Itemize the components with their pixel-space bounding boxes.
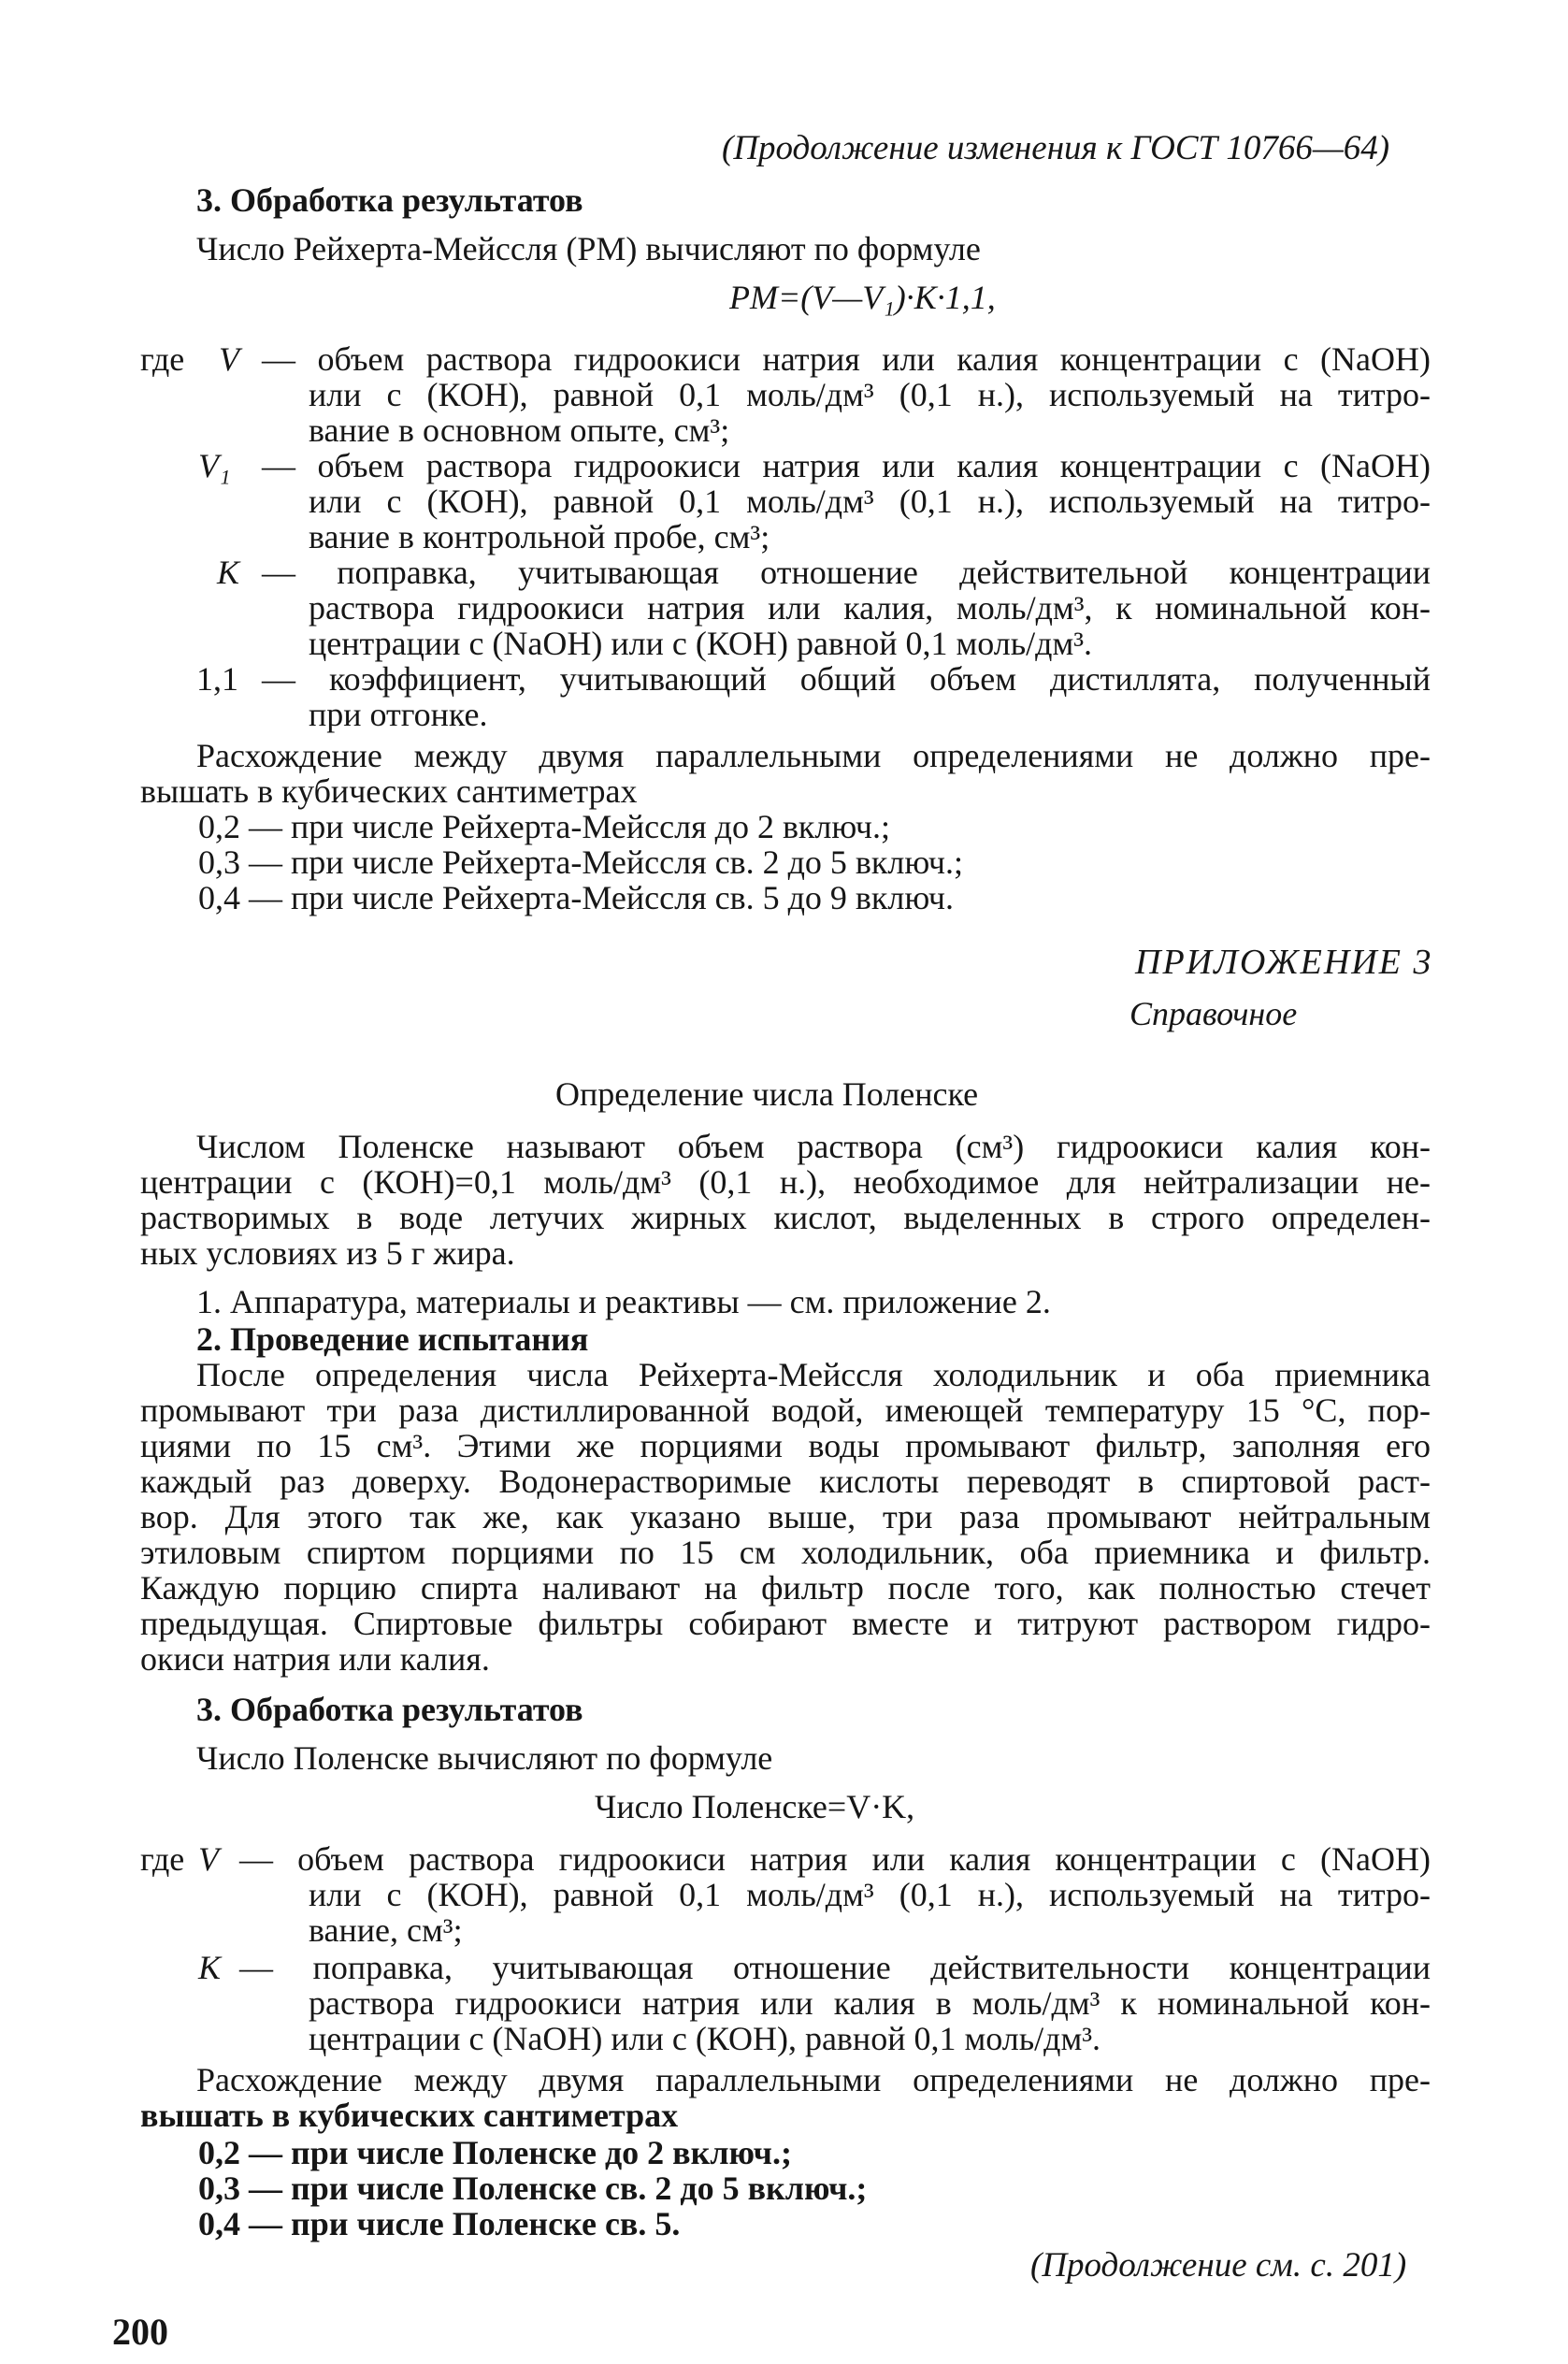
section-a-formula: PM=(V—V₁)·K·1,1,: [729, 279, 996, 316]
def-symbol: 1,1: [196, 660, 238, 698]
def-line: — поправка, учитывающая отношение действительной концентрации: [262, 554, 1431, 591]
continuation-header: (Продолжение изменения к ГОСТ 10766—64): [722, 129, 1390, 167]
item-2-heading: 2. Проведение испытания: [196, 1320, 589, 1358]
def-symbol: V₁: [198, 447, 231, 484]
def-line: вание в контрольной пробе, см³;: [309, 518, 770, 555]
def-symbol: K: [198, 1949, 222, 1986]
limit-line: 0,2 — при числе Поленске до 2 включ.;: [198, 2134, 792, 2171]
def-line: центрации c (NaOH) или c (КОН) равной 0,1 моль/дм³.: [309, 625, 1093, 662]
def-line: — объем раствора гидроокиси натрия или калия концентрации c (NaOH): [262, 340, 1431, 378]
def-line: — объем раствора гидроокиси натрия или калия концентрации c (NaOH): [262, 447, 1431, 484]
limit-line: 0,2 — при числе Рейхерта-Мейссля до 2 включ.;: [198, 808, 891, 845]
procedure-line: Каждую порцию спирта наливают на фильтр после того, как полностью стечет: [140, 1569, 1431, 1607]
discrepancy-line: Расхождение между двумя параллельными определениями не должно пре-: [196, 737, 1431, 774]
intro-line: центрации c (КОН)=0,1 моль/дм³ (0,1 н.), необходимое для нейтрализации не-: [140, 1163, 1431, 1201]
def-line: вание, см³;: [309, 1911, 463, 1949]
procedure-line: вор. Для этого так же, как указано выше, три раза промывают нейтральным: [140, 1498, 1431, 1535]
procedure-line: окиси натрия или калия.: [140, 1640, 490, 1678]
def-line: раствора гидроокиси натрия или калия в моль/дм³ к номинальной кон-: [309, 1984, 1431, 2022]
def-line: раствора гидроокиси натрия или калия, моль/дм³, к номинальной кон-: [309, 589, 1431, 627]
procedure-line: предыдущая. Спиртовые фильтры собирают вместе и титруют раствором гидро-: [140, 1605, 1431, 1642]
limit-line: 0,4 — при числе Рейхерта-Мейссля св. 5 до 9 включ.: [198, 879, 954, 916]
def-line: центрации c (NaOH) или c (КОН), равной 0,1 моль/дм³.: [309, 2020, 1101, 2057]
continuation-footer: (Продолжение см. с. 201): [1030, 2246, 1407, 2285]
where-label-b: где: [140, 1840, 185, 1878]
def-symbol: V: [198, 1840, 219, 1878]
appendix-title: ПРИЛОЖЕНИЕ 3: [1135, 943, 1433, 982]
def-line: или c (КОН), равной 0,1 моль/дм³ (0,1 н.), используемый на титро-: [309, 1876, 1431, 1913]
page-number: 200: [112, 2311, 168, 2353]
procedure-line: циями по 15 см³. Этими же порциями воды промывают фильтр, заполняя его: [140, 1427, 1431, 1464]
def-line: вание в основном опыте, см³;: [309, 411, 730, 449]
section-b-title: Определение числа Поленске: [555, 1075, 979, 1113]
intro-line: ных условиях из 5 г жира.: [140, 1234, 515, 1272]
intro-line: Числом Поленске называют объем раствора (см³) гидроокиси калия кон-: [196, 1128, 1431, 1165]
def-line: — коэффициент, учитывающий общий объем дистиллята, полученный: [262, 660, 1431, 698]
discrepancy-line: Расхождение между двумя параллельными определениями не должно пре-: [196, 2061, 1431, 2098]
appendix-subtitle: Справочное: [1129, 995, 1298, 1032]
def-symbol: V: [219, 340, 239, 378]
def-line: — объем раствора гидроокиси натрия или калия концентрации c (NaOH): [239, 1840, 1431, 1878]
limit-line: 0,3 — при числе Рейхерта-Мейссля св. 2 до 5 включ.;: [198, 843, 963, 881]
def-line: или c (КОН), равной 0,1 моль/дм³ (0,1 н.), используемый на титро-: [309, 376, 1431, 413]
intro-line: растворимых в воде летучих жирных кислот, выделенных в строго определен-: [140, 1199, 1431, 1236]
procedure-line: каждый раз доверху. Водонерастворимые кислоты переводят в спиртовой раст-: [140, 1463, 1431, 1500]
def-line: или c (КОН), равной 0,1 моль/дм³ (0,1 н.), используемый на титро-: [309, 483, 1431, 520]
procedure-line: промывают три раза дистиллированной водой, имеющей температуру 15 °С, пор-: [140, 1391, 1431, 1429]
section-b-intro2: Число Поленске вычисляют по формуле: [196, 1739, 773, 1777]
discrepancy-line: вышать в кубических сантиметрах: [140, 2097, 679, 2134]
def-symbol: K: [217, 554, 240, 591]
discrepancy-line: вышать в кубических сантиметрах: [140, 772, 638, 810]
def-line: — поправка, учитывающая отношение действительности концентрации: [239, 1949, 1431, 1986]
section-b-formula: Число Поленске=V·K,: [595, 1788, 915, 1825]
limit-line: 0,3 — при числе Поленске св. 2 до 5 включ.;: [198, 2169, 868, 2207]
item-1: 1. Аппаратура, материалы и реактивы — см. приложение 2.: [196, 1283, 1051, 1320]
procedure-line: После определения числа Рейхерта-Мейссля холодильник и оба приемника: [196, 1356, 1431, 1393]
where-label-a: где: [140, 340, 185, 378]
def-line: при отгонке.: [309, 696, 488, 733]
limit-line: 0,4 — при числе Поленске св. 5.: [198, 2205, 681, 2242]
item-3-heading: 3. Обработка результатов: [196, 1691, 583, 1728]
procedure-line: этиловым спиртом порциями по 15 см холодильник, оба приемника и фильтр.: [140, 1534, 1431, 1571]
section-a-intro: Число Рейхерта-Мейссля (PM) вычисляют по формуле: [196, 230, 981, 267]
section-a-heading: 3. Обработка результатов: [196, 181, 583, 219]
